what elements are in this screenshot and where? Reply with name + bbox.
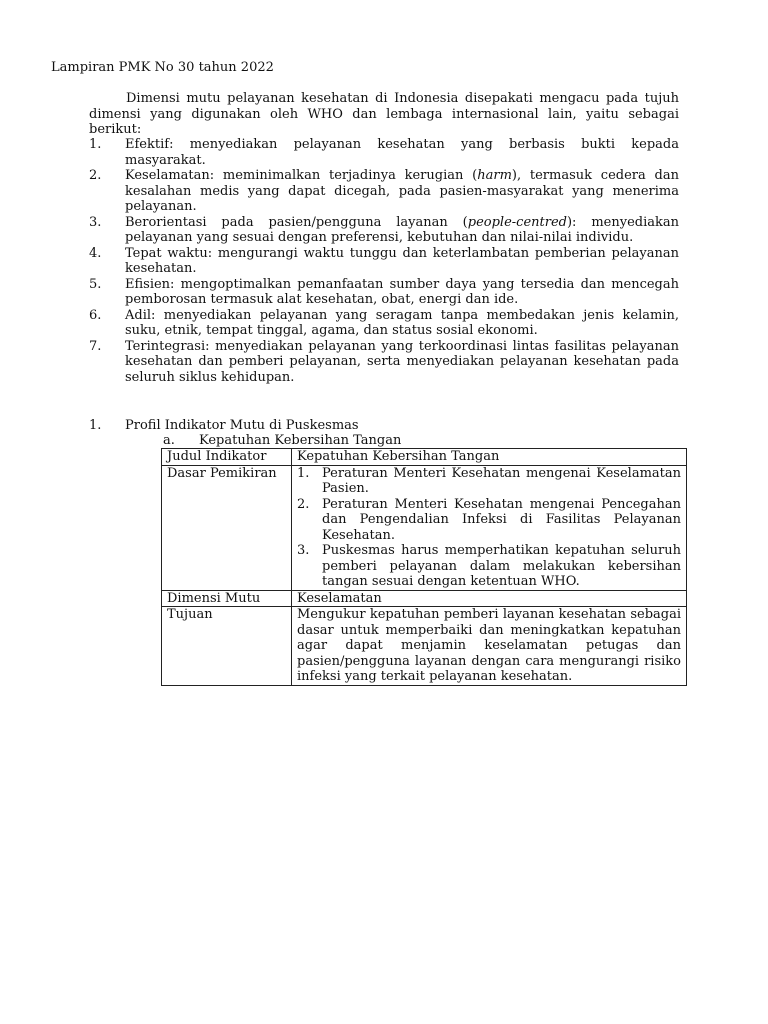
row-label: Tujuan xyxy=(162,607,292,686)
list-text: Puskesmas harus memperhatikan kepatuhan seluruh pemberi pelayanan dalam melakukan kebersihan tangan sesuai dengan ketentuan WHO. xyxy=(322,543,681,589)
list-number: 1. xyxy=(89,137,102,152)
list-text: Efektif: menyediakan pelayanan kesehatan yang berbasis bukti kepada masyarakat. xyxy=(125,137,679,168)
list-number: 6. xyxy=(89,307,102,323)
list-text xyxy=(125,168,679,214)
list-text xyxy=(125,215,679,246)
list-number: 1. xyxy=(297,465,310,481)
list-item xyxy=(297,543,681,590)
subsection-title: Kepatuhan Kebersihan Tangan xyxy=(199,433,402,448)
list-number: 5. xyxy=(89,276,102,292)
list-item xyxy=(297,497,681,544)
list-item xyxy=(89,137,679,168)
table-row xyxy=(162,607,687,686)
row-value: Mengukur kepatuhan pemberi layanan kesehatan sebagai dasar untuk memperbaiki dan meningkatkan kepatuhan agar dapat menjamin keselamatan petugas dan pasien/pengguna layanan dengan cara mengurangi risiko infeksi yang terkait pelayanan kesehatan. xyxy=(292,607,687,686)
list-item xyxy=(89,168,679,215)
table-row xyxy=(162,590,687,607)
list-item xyxy=(89,339,679,386)
text-segment: ), termasuk cedera dan kesalahan medis yang dapat dicegah, pada pasien-masyarakat yang menerima pelayanan. xyxy=(125,168,679,214)
text-segment: ): menyediakan pelayanan yang sesuai dengan preferensi, kebutuhan dan nilai-nilai individu. xyxy=(125,214,679,245)
subsection-heading xyxy=(163,433,402,449)
document-heading: Lampiran PMK No 30 tahun 2022 xyxy=(51,60,274,75)
row-label: Dimensi Mutu xyxy=(162,590,292,607)
row-label: Judul Indikator xyxy=(162,449,292,466)
list-number: 2. xyxy=(297,496,310,512)
list-item xyxy=(89,277,679,308)
list-number: 3. xyxy=(89,214,102,230)
list-item xyxy=(297,466,681,497)
list-text: Efisien: mengoptimalkan pemanfaatan sumber daya yang tersedia dan mencegah pemborosan termasuk alat kesehatan, obat, energi dan ide. xyxy=(125,276,679,307)
list-item xyxy=(89,246,679,277)
text-segment: Berorientasi pada pasien/pengguna layanan ( xyxy=(125,214,468,230)
italic-term: people-centred xyxy=(467,214,567,230)
row-value: Keselamatan xyxy=(292,590,687,607)
list-number: 4. xyxy=(89,245,102,261)
list-text: Adil: menyediakan pelayanan yang seragam tanpa membedakan jenis kelamin, suku, etnik, tempat tinggal, agama, dan status sosial ekonomi. xyxy=(125,307,679,338)
intro-paragraph: Dimensi mutu pelayanan kesehatan di Indonesia disepakati mengacu pada tujuh dimensi yang digunakan oleh WHO dan lembaga internasional lain, yaitu sebagai berikut: xyxy=(89,91,679,137)
row-value xyxy=(292,465,687,590)
list-number: 2. xyxy=(89,168,102,183)
list-text: Peraturan Menteri Kesehatan mengenai Keselamatan Pasien. xyxy=(322,465,681,496)
italic-term: harm xyxy=(477,168,512,183)
list-number: 7. xyxy=(89,338,102,354)
list-text: Terintegrasi: menyediakan pelayanan yang terkoordinasi lintas fasilitas pelayanan kesehatan dan pemberi pelayanan, serta menyediakan pelayanan kesehatan pada seluruh siklus kehidupan. xyxy=(125,338,679,385)
list-text: Peraturan Menteri Kesehatan mengenai Pencegahan dan Pengendalian Infeksi di Fasilitas Pelayanan Kesehatan. xyxy=(322,496,681,543)
row-label: Dasar Pemikiran xyxy=(162,465,292,590)
list-item xyxy=(89,215,679,246)
row-value: Kepatuhan Kebersihan Tangan xyxy=(292,449,687,466)
table-row xyxy=(162,449,687,466)
list-item xyxy=(89,308,679,339)
subsection-letter: a. xyxy=(163,433,175,448)
list-text: Tepat waktu: mengurangi waktu tunggu dan keterlambatan pemberian pelayanan kesehatan. xyxy=(125,245,679,276)
quality-dimensions-list xyxy=(89,137,679,385)
table-row xyxy=(162,465,687,590)
basis-list xyxy=(297,466,681,590)
section-number: 1. xyxy=(89,418,102,433)
text-segment: Keselamatan: meminimalkan terjadinya kerugian ( xyxy=(125,168,478,183)
indicator-profile-table xyxy=(161,448,687,686)
section-title: Profil Indikator Mutu di Puskesmas xyxy=(125,418,359,433)
list-number: 3. xyxy=(297,543,310,558)
